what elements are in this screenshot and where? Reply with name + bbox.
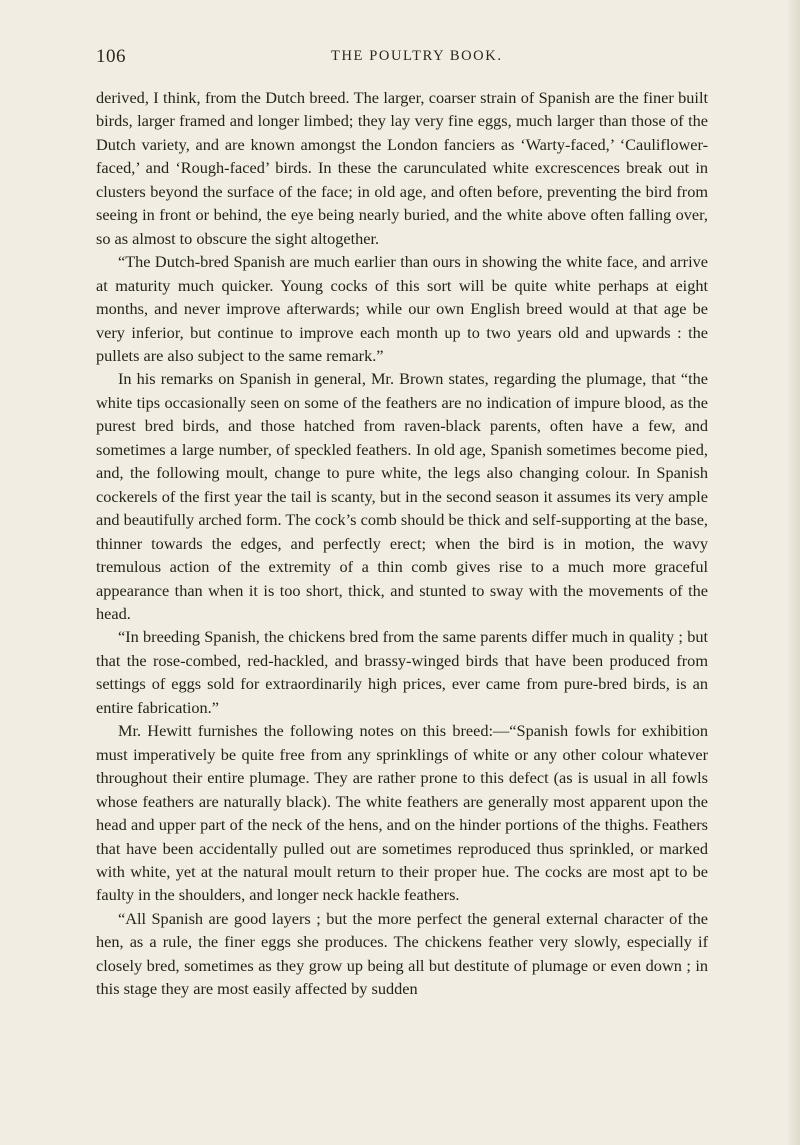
paragraph: derived, I think, from the Dutch breed. The larger, coarser strain of Spanish are the finer built birds, larger framed and longer limbed; they lay very fine eggs, much larger than those of the Dutch variety, and are known amongst the London fanciers as ‘Warty-faced,’ ‘Cauliflower-faced,’ and ‘Rough-faced’ birds. In these the carunculated white excrescences break out in clusters beyond the surface of the face; in old age, and often before, preventing the bird from seeing in front or behind, the eye being nearly buried, and the white above often falling over, so as almost to obscure the sight altogether.: [96, 88, 708, 248]
running-title: THE POULTRY BOOK.: [331, 48, 503, 64]
paragraph: In his remarks on Spanish in general, Mr. Brown states, regarding the plumage, that “the white tips occasionally seen on some of the feathers are no indication of impure blood, as the purest bred birds, and those hatched from raven-black parents, often have a few, and sometimes a large number, of speckled feathers. In old age, Spanish sometimes become pied, and, the following moult, change to pure white, the legs also changing colour. In Spanish cockerels of the first year the tail is scanty, but in the second season it assumes its very ample and beautifully arched form. The cock’s comb should be thick and self-supporting at the base, thinner towards the edges, and perfectly erect; when the bird is in motion, the wavy tremulous action of the extremity of a thin comb gives rise to a much more graceful appearance than when it is too short, thick, and stunted to sway with the movements of the head.: [96, 369, 708, 623]
paragraph: “All Spanish are good layers ; but the more perfect the general external character of the hen, as a rule, the finer eggs she produces. The chickens feather very slowly, especially if closely bred, sometimes as they grow up being all but destitute of plumage or even down ; in this stage they are most easily affected by sudden: [96, 908, 708, 999]
paragraph: Mr. Hewitt furnishes the following notes on this breed:—“Spanish fowls for exhibition must imperatively be quite free from any sprinklings of white or any other colour whatever throughout their entire plumage. They are rather prone to this defect (as is usual in all fowls whose feathers are naturally black). The white feathers are generally most apparent upon the head and upper part of the neck of the hens, and on the hinder portions of the thighs. Feathers that have been accidentally pulled out are sometimes reproduced thus sprinkled, or marked with white, yet at the natural moult return to their proper hue. The cocks are most apt to be faulty in the shoulders, and longer neck hackle feathers.: [96, 721, 708, 905]
page-edge-shadow: [786, 0, 800, 1145]
body-text: [96, 86, 708, 1001]
paragraph: “In breeding Spanish, the chickens bred from the same parents differ much in quality ; but that the rose-combed, red-hackled, and brassy-winged birds that have been produced from settings of eggs sold for extraordinarily high prices, ever came from pure-bred birds, is an entire fabrication.”: [96, 627, 708, 717]
paragraph: “The Dutch-bred Spanish are much earlier than ours in showing the white face, and arrive at maturity much quicker. Young cocks of this sort will be quite white perhaps at eight months, and never improve afterwards; while our own English breed would at that age be very inferior, but continue to improve each month up to two years old and upwards : the pullets are also subject to the same remark.”: [96, 252, 708, 365]
page-number: 106: [96, 46, 126, 67]
page-header: [96, 46, 708, 72]
